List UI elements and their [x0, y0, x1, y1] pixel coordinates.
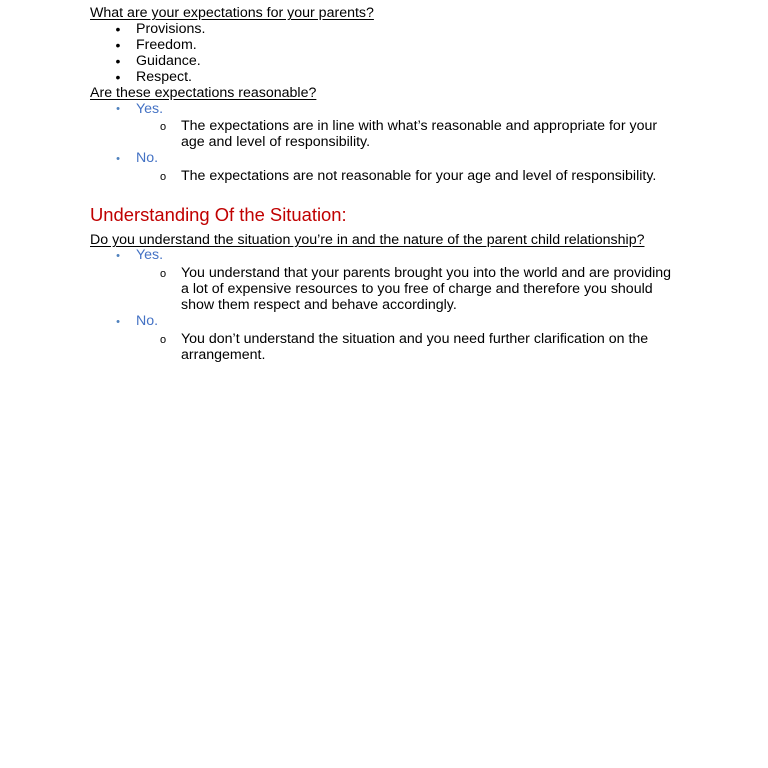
question-reasonable: Are these expectations reasonable? [90, 85, 317, 101]
bullet-icon: • [115, 69, 121, 85]
expectation-item: Guidance. [136, 53, 201, 69]
expectation-item: Provisions. [136, 21, 206, 37]
question-expectations: What are your expectations for your parents? [90, 5, 374, 21]
bullet-icon: • [116, 250, 120, 262]
sub-bullet-icon: o [159, 171, 167, 183]
option-no-detail: The expectations are not reasonable for your age and level of responsibility. [181, 168, 657, 184]
question-understanding: Do you understand the situation you’re in and the nature of the parent child relationship? [90, 232, 645, 248]
option-no: No. [136, 150, 159, 166]
bullet-icon: • [116, 103, 120, 115]
option-yes-detail: You understand that your parents brought you into the world and are providing a lot of expensive resources to you free of charge and therefore you should show them respect and behave accordingly. [181, 265, 672, 314]
bullet-icon: • [116, 316, 120, 328]
option-yes-detail: The expectations are in line with what’s reasonable and appropriate for your age and level of responsibility. [181, 118, 658, 151]
sub-bullet-icon: o [159, 334, 167, 346]
option-yes: Yes. [136, 101, 164, 117]
bullet-icon: • [115, 53, 121, 69]
option-no: No. [136, 313, 159, 329]
sub-bullet-icon: o [159, 121, 167, 133]
section-heading: Understanding Of the Situation: [90, 204, 347, 225]
option-yes: Yes. [136, 247, 164, 263]
sub-bullet-icon: o [159, 268, 167, 280]
option-no-detail: You don’t understand the situation and you need further clarification on the arrangement. [181, 331, 649, 364]
expectation-item: Freedom. [136, 37, 197, 53]
bullet-icon: • [115, 21, 121, 37]
expectation-item: Respect. [136, 69, 192, 85]
bullet-icon: • [115, 37, 121, 53]
bullet-icon: • [116, 153, 120, 165]
